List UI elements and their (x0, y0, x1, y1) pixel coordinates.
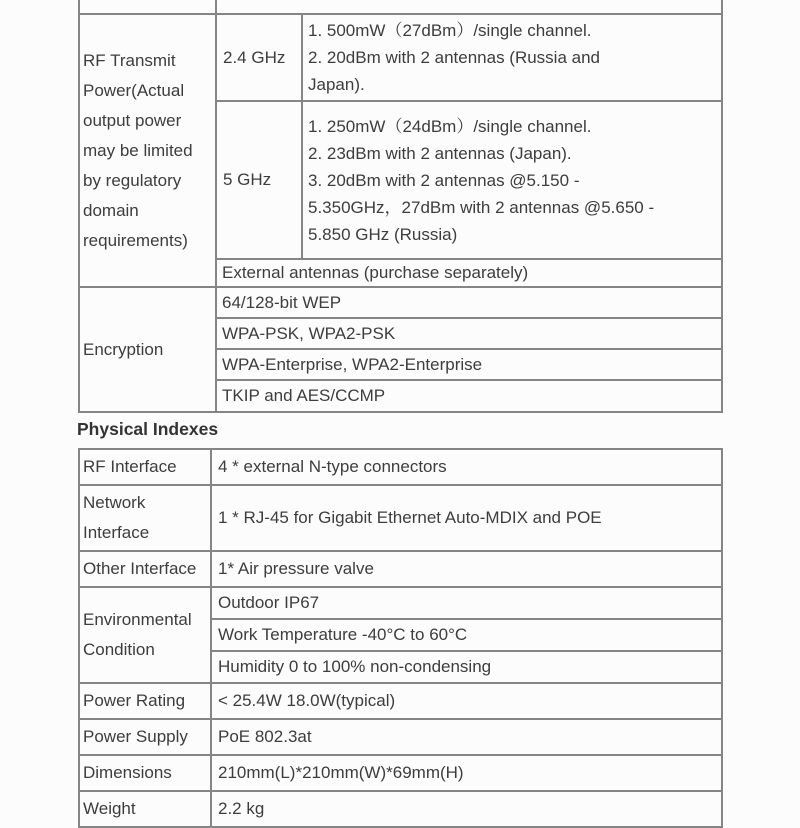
spec-line: 5.350GHz，27dBm with 2 antennas @5.650 - (308, 197, 655, 217)
row-label-environmental-condition: Environmental Condition (79, 587, 211, 683)
encryption-option-wpa-psk: WPA-PSK, WPA2-PSK (216, 318, 722, 349)
physical-indexes-heading: Physical Indexes (77, 419, 219, 439)
encryption-option-wpa-enterprise: WPA-Enterprise, WPA2-Enterprise (216, 349, 722, 380)
row-value: Work Temperature -40°C to 60°C (211, 619, 722, 651)
spec-line: 2. 20dBm with 2 antennas (Russia and (308, 48, 601, 67)
row-label: Weight (79, 791, 211, 827)
row-value: < 25.4W 18.0W(typical) (211, 683, 722, 719)
spec-line: Japan). (308, 75, 365, 94)
spec-line: 1. 250mW（24dBm）/single channel. (308, 116, 592, 136)
row-value: 210mm(L)*210mm(W)*69mm(H) (211, 755, 722, 791)
encryption-label: Encryption (79, 287, 216, 412)
band-details-5ghz (302, 101, 722, 259)
row-value: 4 * external N-type connectors (211, 449, 722, 485)
table-row-weight (79, 791, 722, 827)
rf-transmit-row-2-4ghz (79, 14, 722, 101)
table-row-environmental-ip67 (79, 587, 722, 619)
row-label: RF Interface (79, 449, 211, 485)
row-label: Power Supply (79, 719, 211, 755)
table-row-dimensions (79, 755, 722, 791)
cut-off-row-label-cell (79, 0, 216, 14)
table-row-network-interface (79, 485, 722, 551)
row-value: 2.2 kg (211, 791, 722, 827)
cut-off-row-value-cell (216, 0, 722, 14)
cut-off-top-row (79, 0, 722, 14)
row-label: Dimensions (79, 755, 211, 791)
table-row-other-interface (79, 551, 722, 587)
row-value: 1 * RJ-45 for Gigabit Ethernet Auto-MDIX and POE (211, 485, 722, 551)
row-label: Power Rating (79, 683, 211, 719)
table-row-power-rating (79, 683, 722, 719)
row-value: 1* Air pressure valve (211, 551, 722, 587)
table-row-power-supply (79, 719, 722, 755)
band-details-2-4ghz (302, 14, 722, 101)
row-label: Network Interface (79, 485, 211, 551)
physical-indexes-table (78, 448, 723, 828)
band-label-2-4ghz: 2.4 GHz (216, 14, 302, 101)
encryption-row-wep (79, 287, 722, 318)
row-value: PoE 802.3at (211, 719, 722, 755)
encryption-option-wep: 64/128-bit WEP (216, 287, 722, 318)
spec-line: 1. 500mW（27dBm）/single channel. (308, 21, 592, 40)
table-row-rf-interface (79, 449, 722, 485)
spec-line: 5.850 GHz (Russia) (308, 224, 458, 244)
row-value: Outdoor IP67 (211, 587, 722, 619)
encryption-option-tkip-aes: TKIP and AES/CCMP (216, 380, 722, 412)
spec-line: 2. 23dBm with 2 antennas (Japan). (308, 143, 572, 163)
band-label-5ghz: 5 GHz (216, 101, 302, 259)
row-value: Humidity 0 to 100% non-condensing (211, 651, 722, 683)
row-label: Other Interface (79, 551, 211, 587)
rf-transmit-power-label: RF Transmit Power(Actual output power may be limited by regulatory domain requirements) (79, 14, 216, 287)
wireless-spec-table (78, 0, 723, 413)
spec-line: 3. 20dBm with 2 antennas @5.150 - (308, 170, 580, 190)
external-antennas-note: External antennas (purchase separately) (216, 259, 722, 287)
